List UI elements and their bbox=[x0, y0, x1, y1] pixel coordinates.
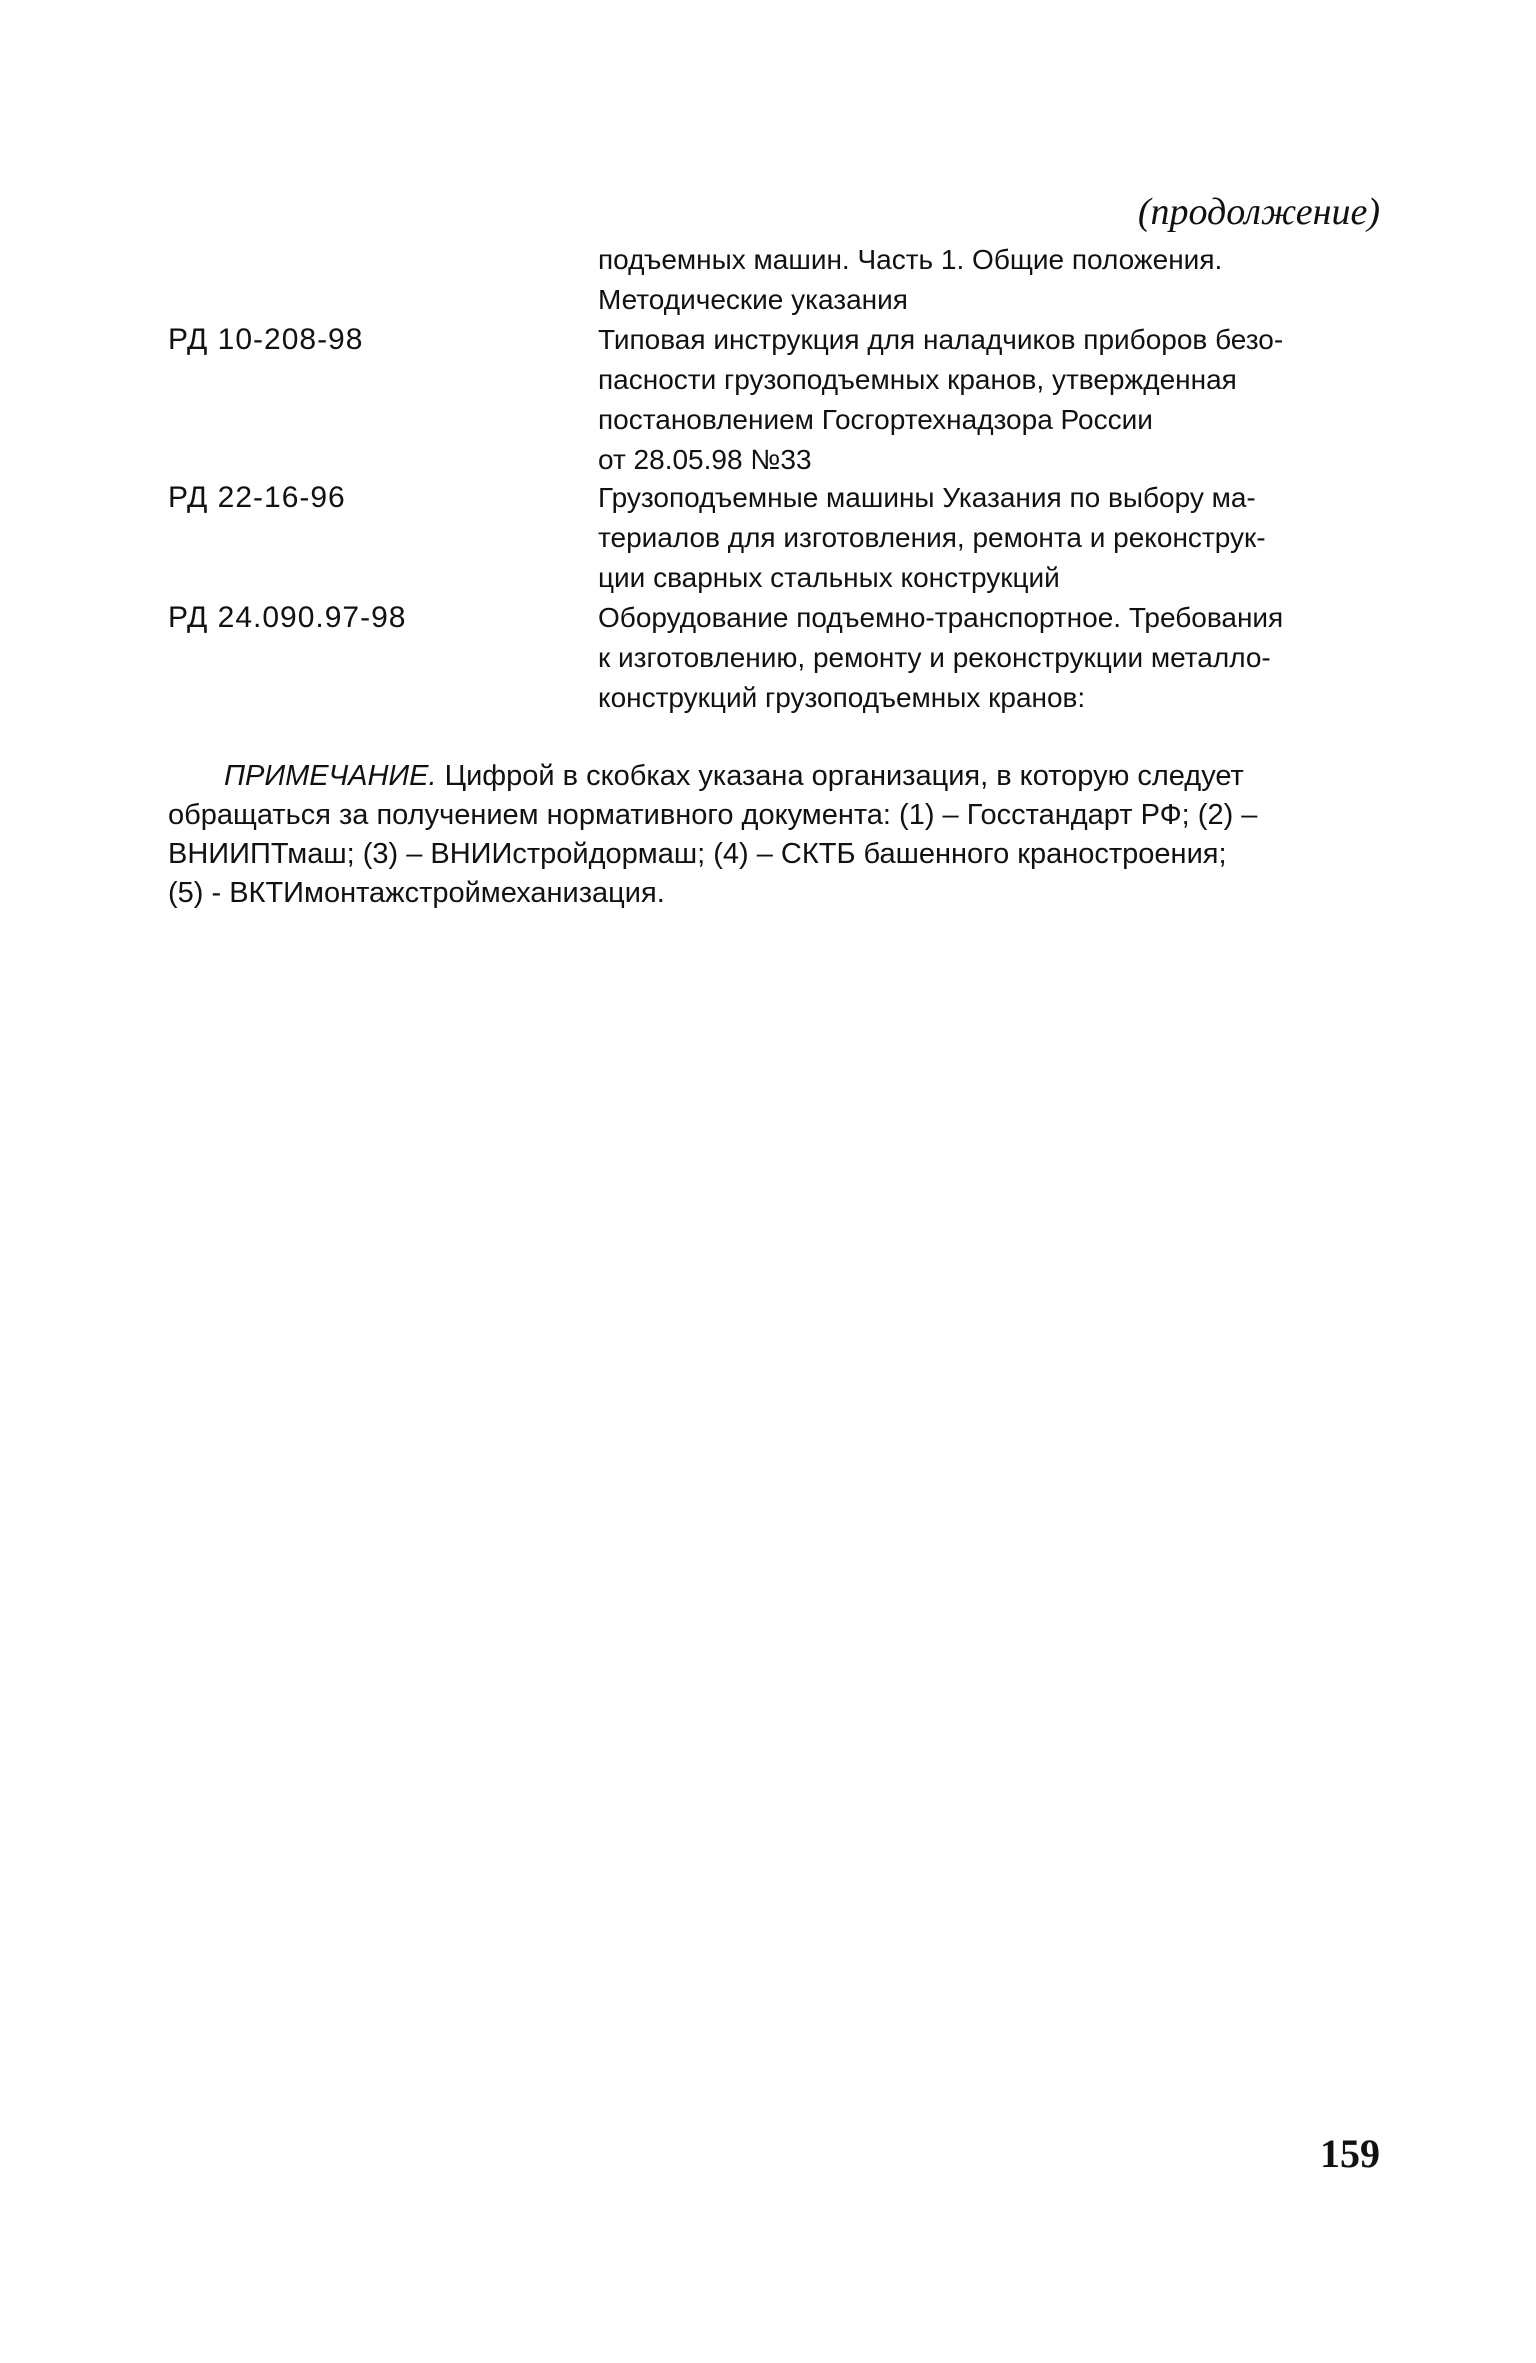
title-line: от 28.05.98 №33 bbox=[598, 444, 812, 475]
document-code: РД 10-208-98 bbox=[168, 323, 364, 356]
title-line: к изготовлению, ремонту и реконструкции металло- bbox=[598, 642, 1271, 673]
title-line: териалов для изготовления, ремонта и реконструк- bbox=[598, 522, 1266, 553]
title-line: Типовая инструкция для наладчиков приборов безо- bbox=[598, 324, 1284, 355]
title-line: Грузоподъемные машины Указания по выбору ма- bbox=[598, 482, 1256, 513]
document-title bbox=[598, 240, 1378, 320]
note-paragraph bbox=[168, 757, 1378, 913]
note-line: ВНИИПТмаш; (3) – ВНИИстройдормаш; (4) – СКТБ башенного краностроения; bbox=[168, 838, 1227, 870]
document-title bbox=[598, 598, 1378, 718]
title-line: постановлением Госгортехнадзора России bbox=[598, 404, 1153, 435]
document-code: РД 22-16-96 bbox=[168, 481, 346, 514]
note-line: (5) - ВКТИмонтажстроймеханизация. bbox=[168, 877, 665, 909]
note-label: ПРИМЕЧАНИЕ. bbox=[224, 760, 437, 792]
note-line bbox=[168, 757, 1378, 796]
page-number: 159 bbox=[1320, 2131, 1380, 2176]
title-line: конструкций грузоподъемных кранов: bbox=[598, 682, 1086, 713]
continuation-label: (продолжение) bbox=[1137, 191, 1380, 233]
title-line: ции сварных стальных конструкций bbox=[598, 562, 1060, 593]
document-code: РД 24.090.97-98 bbox=[168, 601, 407, 634]
title-line: пасности грузоподъемных кранов, утвержденная bbox=[598, 364, 1237, 395]
note-text: Цифрой в скобках указана организация, в которую следует bbox=[444, 760, 1244, 792]
title-line: подъемных машин. Часть 1. Общие положения. bbox=[598, 244, 1223, 275]
note-line: обращаться за получением нормативного документа: (1) – Госстандарт РФ; (2) – bbox=[168, 799, 1258, 831]
title-line: Методические указания bbox=[598, 284, 908, 315]
title-line: Оборудование подъемно-транспортное. Требования bbox=[598, 602, 1284, 633]
document-title bbox=[598, 478, 1378, 598]
document-title bbox=[598, 320, 1378, 480]
